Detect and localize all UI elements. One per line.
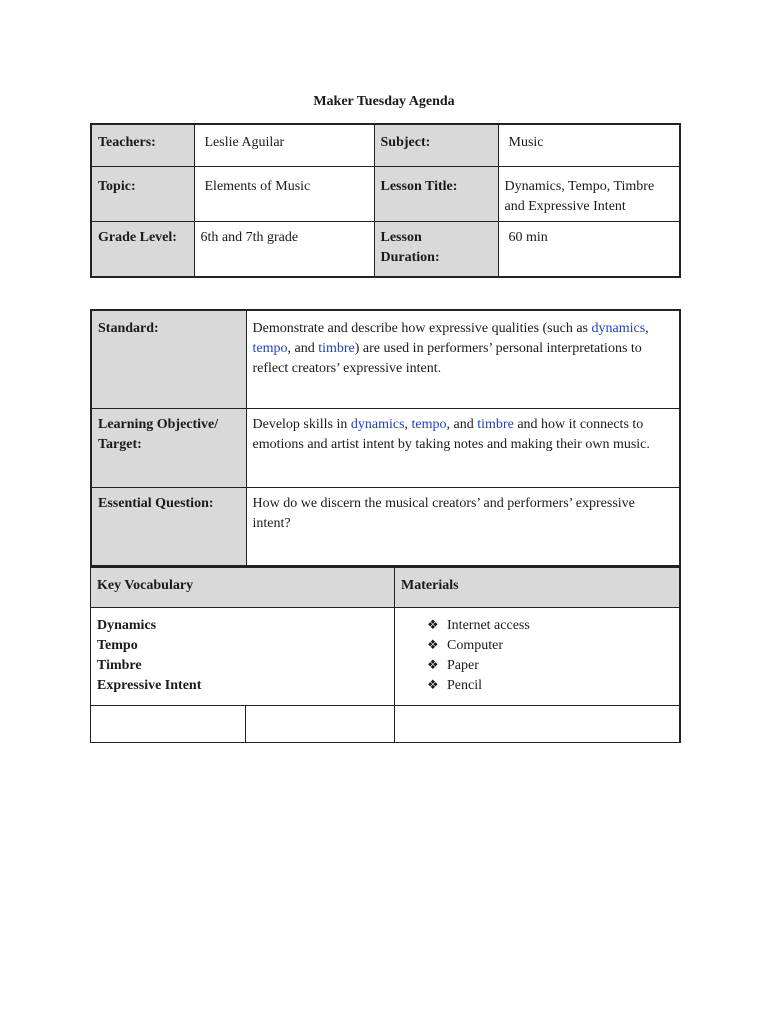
standard-text [246,310,680,408]
grade-level-label: Grade Level: [91,221,194,277]
vocabulary-materials-table [90,566,681,743]
objective-keyword-timbre: timbre [477,416,514,432]
materials-header: Materials [395,567,680,607]
empty-cell [246,705,395,742]
standard-sep-2: , and [287,341,319,356]
lesson-info-table [90,123,681,278]
diamond-bullet-icon: ❖ [427,637,439,653]
standard-keyword-dynamics: dynamics [591,321,646,336]
standard-text-1: Demonstrate and describe how expressive qualities (such as [252,321,592,336]
teachers-value: Leslie Aguilar [194,124,374,166]
essential-question-label: Essential Question: [91,487,246,566]
topic-value: Elements of Music [194,166,374,221]
standard-label: Standard: [91,310,246,408]
teachers-label: Teachers: [91,124,194,166]
lesson-goals-table [90,309,681,567]
learning-objective-text [246,408,680,487]
diamond-bullet-icon: ❖ [427,677,439,693]
materials-item-label: Pencil [447,677,483,693]
learning-objective-label: Learning Objective/ Target: [91,408,246,487]
standard-keyword-timbre: timbre [318,341,355,356]
lesson-title-label: Lesson Title: [374,166,498,221]
materials-item-label: Internet access [447,617,530,633]
materials-list [401,616,673,696]
objective-sep-1: , [404,416,412,432]
lesson-duration-value: 60 min [498,221,680,277]
materials-item [425,616,673,636]
duration-label-line-1: Lesson [380,229,422,245]
vocabulary-list [91,607,395,705]
grade-level-value: 6th and 7th grade [194,221,374,277]
objective-keyword-tempo: tempo [411,416,447,432]
empty-cell [91,705,246,742]
vocabulary-item: Tempo [97,637,138,653]
materials-item-label: Computer [447,637,504,653]
topic-label: Topic: [91,166,194,221]
lesson-duration-label [374,221,498,277]
objective-sep-2: , and [446,416,478,432]
vocabulary-item: Expressive Intent [97,677,202,693]
standard-text-2: ) are used in performers’ personal interpretations to reflect creators’ expressive intent. [252,341,642,376]
materials-item [425,636,673,656]
empty-cell [395,705,680,742]
diamond-bullet-icon: ❖ [427,657,439,673]
vocabulary-item: Dynamics [97,617,157,633]
duration-label-line-2: Duration: [380,249,440,265]
materials-item-label: Paper [447,657,479,673]
materials-item [425,656,673,676]
materials-item [425,676,673,696]
lesson-title-value: Dynamics, Tempo, Timbre and Expressive Intent [498,166,680,221]
subject-label: Subject: [374,124,498,166]
diamond-bullet-icon: ❖ [427,617,439,633]
objective-text-2: and how it connects to emotions and artist intent by taking notes and making their own music. [252,416,650,452]
document-title: Maker Tuesday Agenda [313,94,455,109]
key-vocabulary-header: Key Vocabulary [91,567,395,607]
standard-keyword-tempo: tempo [252,341,288,356]
subject-value: Music [498,124,680,166]
materials-list-cell [395,607,680,705]
objective-keyword-dynamics: dynamics [350,416,405,432]
vocabulary-item: Timbre [97,657,142,673]
objective-text-1: Develop skills in [252,416,351,432]
essential-question-text: How do we discern the musical creators’ and performers’ expressive intent? [246,487,680,566]
standard-sep-1: , [645,321,649,336]
